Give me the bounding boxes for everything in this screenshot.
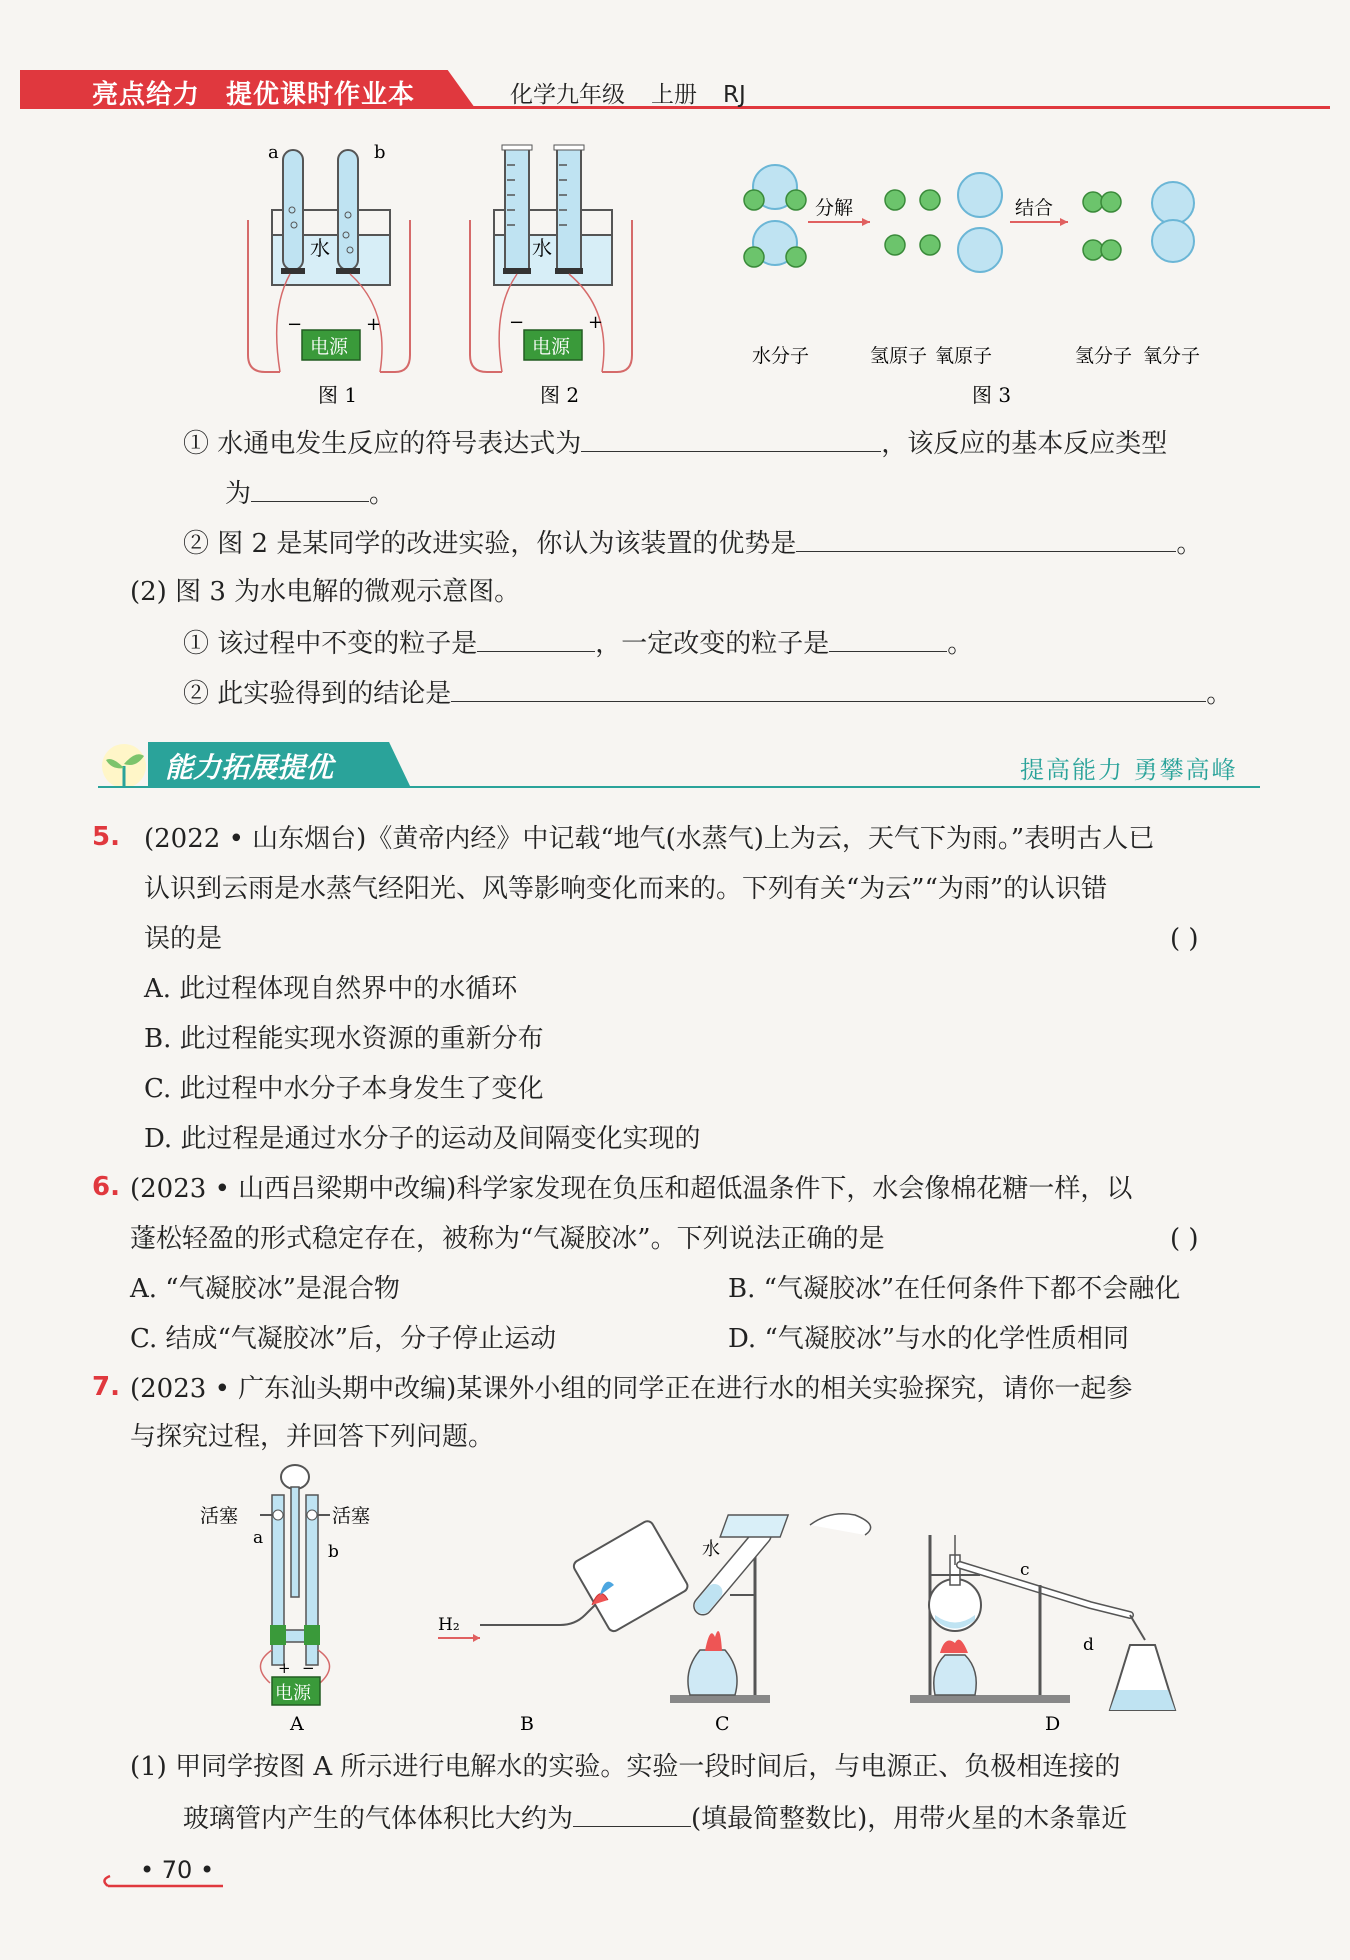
q4-1-1-text-b: ，该反应的基本反应类型 [881, 429, 1168, 459]
period: 。 [369, 479, 396, 509]
q6-line-1: (2023 • 山西吕梁期中改编)科学家发现在负压和超低温条件下，水会像棉花糖一样，以 [130, 1174, 1133, 1204]
answer-blank[interactable] [251, 475, 369, 502]
q4-2-2-text: ② 此实验得到的结论是 [183, 679, 452, 709]
answer-blank[interactable] [573, 1800, 691, 1827]
oxygen-molecule-label: 氧分子 [1143, 345, 1201, 367]
q7-1-line-2-text: 玻璃管内产生的气体体积比大约为 [183, 1804, 574, 1834]
water-label-1: 水 [310, 236, 330, 260]
stopcock-left-label: 活塞 [200, 1505, 239, 1527]
section-slogan: 提高能力 勇攀高峰 [1020, 756, 1238, 784]
minus-label-1: − [287, 314, 303, 335]
q5-answer-paren[interactable]: ( ) [1170, 924, 1199, 954]
subject-volume: 上册 [651, 82, 697, 108]
q7-number: 7. [92, 1372, 120, 1402]
brand-title [92, 74, 441, 111]
q5-number: 5. [92, 822, 120, 852]
q7-line-1: (2023 • 广东汕头期中改编)某课外小组的同学正在进行水的相关实验探究，请你一起参 [130, 1374, 1133, 1404]
figure-1 [248, 142, 410, 407]
answer-blank[interactable] [451, 675, 1206, 702]
fig3-caption: 图 3 [972, 383, 1012, 407]
q4-2-1-text: ① 该过程中不变的粒子是 [183, 629, 478, 659]
q6-option-d[interactable]: D. “气凝胶冰”与水的化学性质相同 [728, 1324, 1130, 1354]
brand-name: 亮点给力 [92, 80, 201, 110]
figures-top [240, 140, 1220, 420]
figure-b [438, 1519, 690, 1735]
brand-subtitle: 提优课时作业本 [226, 80, 416, 110]
q5-option-a[interactable]: A. 此过程体现自然界中的水循环 [144, 974, 518, 1004]
figure-2 [470, 145, 632, 407]
q5-line-1: (2022 • 山东烟台)《黄帝内经》中记载“地气(水蒸气)上为云，天气下为雨。”表明古人已 [144, 824, 1155, 854]
q7-1-line-2-text-b: (填最简整数比)，用带火星的木条靠近 [691, 1804, 1128, 1834]
product-molecules [1083, 182, 1194, 262]
figure-d [910, 1535, 1175, 1735]
period: 。 [1206, 679, 1233, 709]
figure-c [670, 1514, 871, 1735]
q6-option-c[interactable]: C. 结成“气凝胶冰”后，分子停止运动 [130, 1324, 557, 1354]
subject-info [510, 76, 772, 109]
q4-1-2-text: ② 图 2 是某同学的改进实验，你认为该装置的优势是 [183, 529, 797, 559]
section-title: 能力拓展提优 [165, 751, 334, 784]
page-number: • 70 • [140, 1856, 215, 1884]
period: 。 [1176, 529, 1203, 559]
q7-1-line-2 [183, 1800, 1127, 1836]
answer-blank[interactable] [829, 625, 947, 652]
fig-d-caption: D [1045, 1713, 1061, 1735]
q7-line-2: 与探究过程，并回答下列问题。 [130, 1422, 495, 1452]
section-underline [98, 786, 1260, 788]
fig-c-caption: C [715, 1713, 730, 1735]
fig-b-caption: B [520, 1713, 534, 1735]
fig2-caption: 图 2 [540, 383, 580, 407]
power-label-q7: 电源 [275, 1683, 311, 1704]
sprout-icon [96, 738, 156, 792]
oxygen-atom-label: 氧原子 [935, 345, 993, 367]
q4-2: (2) 图 3 为水电解的微观示意图。 [130, 577, 521, 607]
q4-1-2 [183, 525, 1202, 561]
q4-2-1-text-b: ，一定改变的粒子是 [595, 629, 830, 659]
q6-option-b[interactable]: B. “气凝胶冰”在任何条件下都不会融化 [728, 1274, 1181, 1304]
q6-line-2: 蓬松轻盈的形式稳定存在，被称为“气凝胶冰”。下列说法正确的是 [130, 1224, 885, 1254]
minus-label-q7: − [302, 1659, 315, 1677]
stopcock-right-label: 活塞 [332, 1505, 371, 1527]
decompose-label: 分解 [815, 197, 854, 219]
tube-a-label-q7: a [253, 1528, 264, 1548]
fig-a-caption: A [290, 1713, 304, 1735]
minus-label-2: − [509, 312, 525, 333]
q4-1-1-text-c: 为 [225, 479, 252, 509]
q4-1-1 [183, 425, 1167, 461]
hydrogen-molecule-label: 氢分子 [1075, 345, 1133, 367]
inlet-c-label: c [1020, 1560, 1030, 1580]
q4-1-1-cont [225, 475, 395, 511]
tube-b-label: b [374, 142, 386, 163]
q6-option-a[interactable]: A. “气凝胶冰”是混合物 [130, 1274, 400, 1304]
outlet-d-label: d [1083, 1635, 1094, 1655]
figures-q7 [190, 1455, 1220, 1740]
answer-blank[interactable] [581, 425, 881, 452]
q5-option-c[interactable]: C. 此过程中水分子本身发生了变化 [144, 1074, 544, 1104]
water-molecules [744, 165, 806, 267]
answer-blank[interactable] [477, 625, 595, 652]
q5-line-2: 认识到云雨是水蒸气经阳光、风等影响变化而来的。下列有关“为云”“为雨”的认识错 [144, 874, 1108, 904]
power-label-1: 电源 [310, 336, 349, 358]
plus-label-q7: + [278, 1659, 291, 1677]
h2-label: H₂ [438, 1615, 460, 1635]
period: 。 [947, 629, 974, 659]
figure-3 [744, 165, 1200, 407]
q5-line-3: 误的是 [144, 924, 223, 954]
q6-answer-paren[interactable]: ( ) [1170, 1224, 1199, 1254]
figure-a [200, 1465, 370, 1735]
power-label-2: 电源 [532, 336, 571, 358]
water-label-2: 水 [532, 236, 552, 260]
q4-2-1 [183, 625, 973, 661]
plus-label-1: + [366, 314, 382, 335]
hydrogen-atom-label: 氢原子 [870, 345, 928, 367]
q7-1-line-1: (1) 甲同学按图 A 所示进行电解水的实验。实验一段时间后，与电源正、负极相连接的 [130, 1752, 1121, 1782]
plus-label-2: + [588, 312, 604, 333]
q4-2-2 [183, 675, 1232, 711]
tube-b-label-q7: b [328, 1542, 339, 1562]
subject-grade: 化学九年级 [510, 82, 625, 108]
fig1-caption: 图 1 [318, 383, 358, 407]
atoms [885, 173, 1002, 272]
subject-edition: RJ [723, 82, 746, 108]
water-molecule-label: 水分子 [752, 345, 810, 367]
water-label-q7: 水 [702, 1539, 720, 1560]
combine-label: 结合 [1015, 197, 1054, 219]
answer-blank[interactable] [796, 525, 1176, 552]
q5-option-d[interactable]: D. 此过程是通过水分子的运动及间隔变化实现的 [144, 1124, 701, 1154]
q5-option-b[interactable]: B. 此过程能实现水资源的重新分布 [144, 1024, 544, 1054]
q4-1-1-text: ① 水通电发生反应的符号表达式为 [183, 429, 582, 459]
q6-number: 6. [92, 1172, 120, 1202]
tube-a-label: a [268, 142, 279, 163]
